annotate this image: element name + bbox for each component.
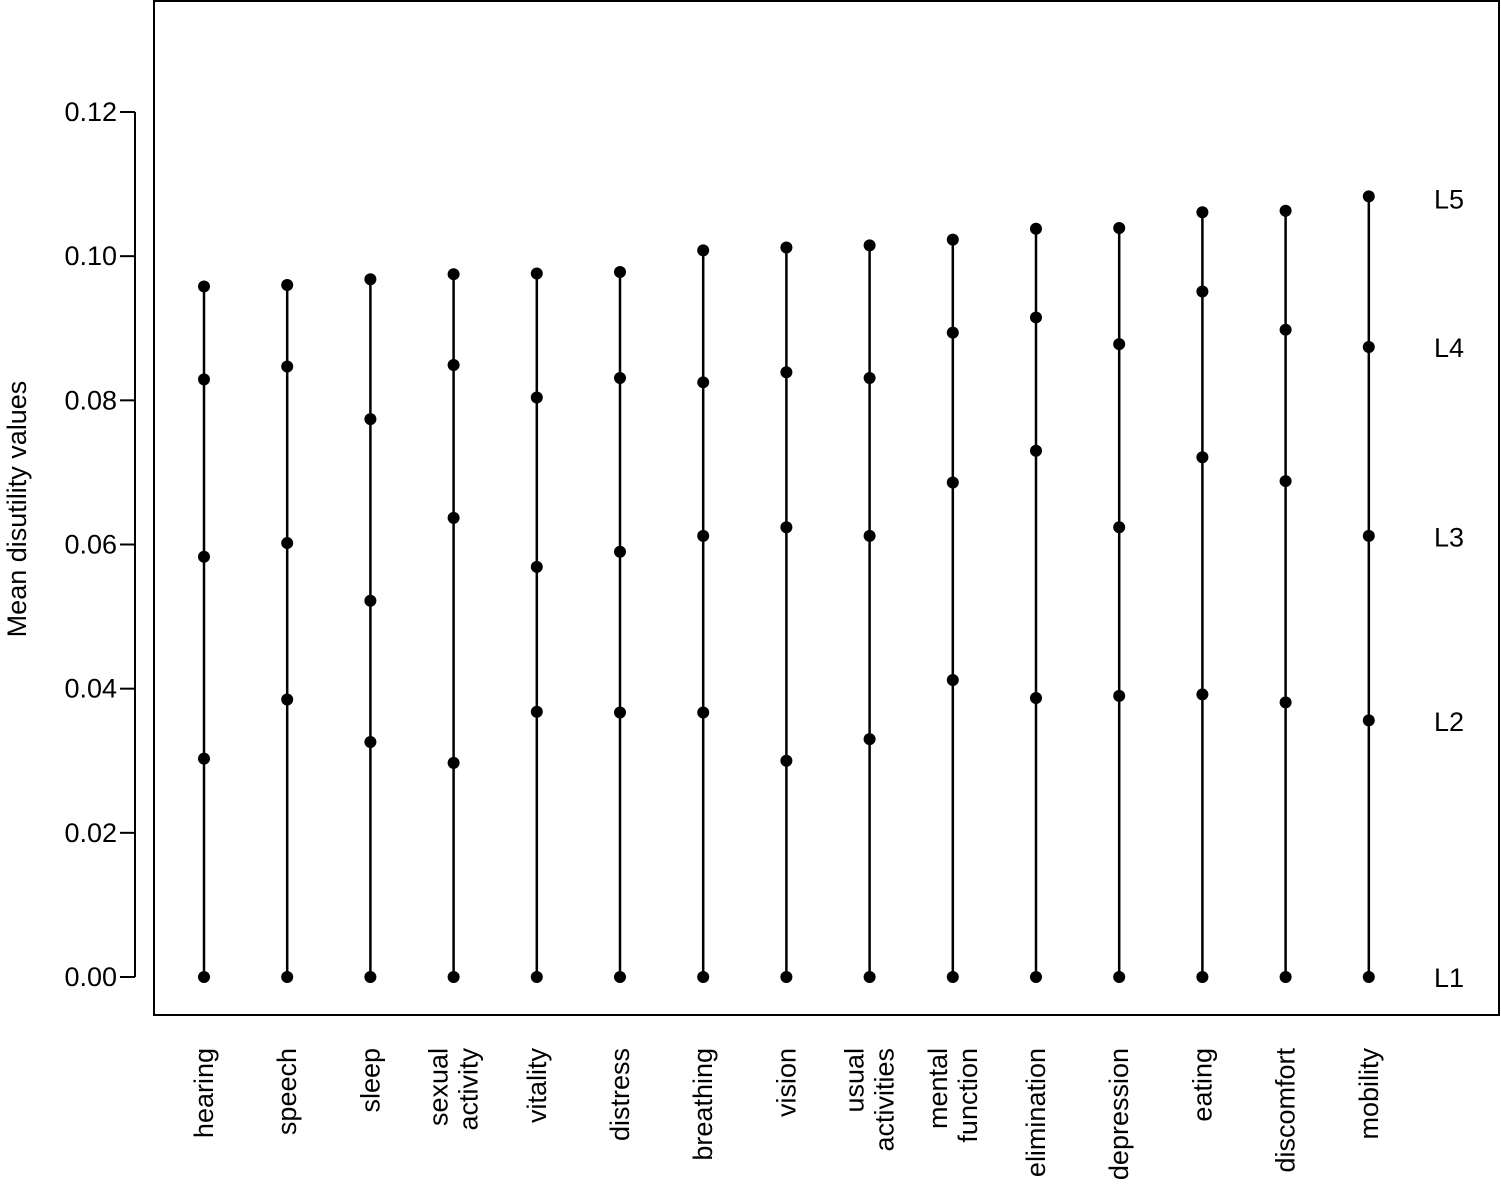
point-eating-L3 (1196, 451, 1208, 463)
category-label-line: eating (1187, 1048, 1218, 1122)
point-mental-function-L1 (947, 971, 959, 983)
category-label-line: activity (453, 1048, 484, 1131)
category-label (923, 1048, 983, 1143)
point-distress-L4 (614, 372, 626, 384)
point-elimination-L1 (1030, 971, 1042, 983)
category-labels (189, 1048, 1384, 1181)
category-label (522, 1048, 552, 1124)
point-discomfort-L5 (1280, 205, 1292, 217)
point-eating-L2 (1196, 688, 1208, 700)
plot-frame (154, 1, 1499, 1015)
point-eating-L5 (1196, 206, 1208, 218)
point-breathing-L4 (697, 376, 709, 388)
y-tick-label: 0.12 (64, 97, 117, 127)
category-label (1354, 1048, 1384, 1140)
category-label-line: elimination (1021, 1048, 1051, 1178)
point-sexual-activity-L3 (448, 512, 460, 524)
point-hearing-L5 (198, 280, 210, 292)
point-usual-activities-L3 (864, 530, 876, 542)
point-vision-L4 (780, 366, 792, 378)
point-mobility-L5 (1363, 190, 1375, 202)
level-label-L5: L5 (1434, 184, 1465, 215)
point-breathing-L5 (697, 244, 709, 256)
point-vision-L1 (780, 971, 792, 983)
point-mobility-L2 (1363, 714, 1375, 726)
point-vitality-L4 (531, 391, 543, 403)
category-label-line: depression (1104, 1048, 1135, 1181)
point-sleep-L3 (364, 595, 376, 607)
category-label (355, 1048, 385, 1113)
point-depression-L2 (1113, 690, 1125, 702)
point-eating-L1 (1196, 971, 1208, 983)
level-labels (1434, 185, 1464, 994)
y-tick-label: 0.04 (64, 673, 117, 704)
point-breathing-L2 (697, 706, 709, 718)
point-distress-L5 (614, 266, 626, 278)
category-label-line: discomfort (1270, 1048, 1301, 1173)
point-elimination-L3 (1030, 445, 1042, 457)
category-label (424, 1048, 484, 1131)
category-label-line: activities (869, 1048, 900, 1152)
point-depression-L4 (1113, 338, 1125, 350)
point-discomfort-L1 (1280, 971, 1292, 983)
point-sexual-activity-L4 (448, 359, 460, 371)
category-label-line: mental (922, 1048, 953, 1130)
point-sexual-activity-L1 (448, 971, 460, 983)
category-label-line: function (952, 1048, 983, 1143)
category-label-line: usual (839, 1048, 870, 1113)
point-discomfort-L2 (1280, 696, 1292, 708)
point-vitality-L2 (531, 706, 543, 718)
point-vitality-L3 (531, 561, 543, 573)
category-label (840, 1048, 900, 1152)
point-sexual-activity-L5 (448, 268, 460, 280)
point-mental-function-L2 (947, 674, 959, 686)
point-sleep-L4 (364, 413, 376, 425)
level-label-L4: L4 (1434, 332, 1465, 363)
point-elimination-L2 (1030, 692, 1042, 704)
point-vitality-L1 (531, 971, 543, 983)
point-speech-L3 (281, 537, 293, 549)
point-hearing-L4 (198, 373, 210, 385)
category-label-line: distress (605, 1048, 635, 1142)
category-label (1021, 1048, 1051, 1177)
category-label (1104, 1048, 1134, 1180)
category-label-line: sleep (355, 1048, 386, 1113)
point-breathing-L3 (697, 530, 709, 542)
point-vision-L2 (780, 755, 792, 767)
point-depression-L1 (1113, 971, 1125, 983)
category-label (272, 1048, 302, 1135)
level-label-L3: L3 (1434, 522, 1465, 553)
level-label-L2: L2 (1434, 707, 1465, 738)
point-mental-function-L4 (947, 327, 959, 339)
y-tick-label: 0.00 (64, 962, 117, 992)
category-label-line: vitality (521, 1048, 552, 1124)
point-elimination-L5 (1030, 223, 1042, 235)
point-sleep-L1 (364, 971, 376, 983)
point-mobility-L4 (1363, 341, 1375, 353)
point-usual-activities-L5 (864, 239, 876, 251)
point-vision-L3 (780, 521, 792, 533)
point-distress-L1 (614, 971, 626, 983)
level-label-L1: L1 (1434, 963, 1465, 993)
point-speech-L5 (281, 279, 293, 291)
category-label (189, 1048, 219, 1138)
y-tick-label: 0.08 (64, 385, 117, 416)
point-speech-L2 (281, 693, 293, 705)
point-depression-L3 (1113, 521, 1125, 533)
point-breathing-L1 (697, 971, 709, 983)
category-label (605, 1048, 635, 1141)
category-label (771, 1048, 801, 1117)
point-hearing-L2 (198, 753, 210, 765)
category-label (688, 1048, 718, 1161)
point-usual-activities-L1 (864, 971, 876, 983)
point-distress-L3 (614, 546, 626, 558)
category-label-line: speech (272, 1048, 303, 1136)
point-discomfort-L3 (1280, 475, 1292, 487)
point-discomfort-L4 (1280, 324, 1292, 336)
point-usual-activities-L4 (864, 372, 876, 384)
y-ticks (64, 97, 135, 992)
category-label (1271, 1048, 1301, 1173)
point-usual-activities-L2 (864, 733, 876, 745)
category-label-line: mobility (1353, 1048, 1384, 1140)
y-tick-label: 0.10 (64, 241, 117, 272)
point-speech-L4 (281, 360, 293, 372)
point-sleep-L5 (364, 273, 376, 285)
point-mental-function-L3 (947, 477, 959, 489)
point-vision-L5 (780, 242, 792, 254)
point-vitality-L5 (531, 267, 543, 279)
point-distress-L2 (614, 706, 626, 718)
point-depression-L5 (1113, 222, 1125, 234)
category-label-line: sexual (423, 1048, 454, 1127)
point-eating-L4 (1196, 285, 1208, 297)
point-mobility-L3 (1363, 530, 1375, 542)
point-mobility-L1 (1363, 971, 1375, 983)
point-sexual-activity-L2 (448, 757, 460, 769)
category-label-line: breathing (688, 1048, 719, 1161)
point-hearing-L1 (198, 971, 210, 983)
point-mental-function-L5 (947, 234, 959, 246)
category-stems (204, 196, 1369, 977)
point-sleep-L2 (364, 736, 376, 748)
category-label-line: hearing (189, 1048, 219, 1139)
point-elimination-L4 (1030, 311, 1042, 323)
point-hearing-L3 (198, 551, 210, 563)
y-axis-title: Mean disutility values (2, 380, 32, 638)
category-label-line: vision (771, 1048, 802, 1118)
point-speech-L1 (281, 971, 293, 983)
y-tick-label: 0.06 (64, 529, 117, 560)
y-tick-label: 0.02 (64, 817, 117, 848)
category-label (1187, 1048, 1217, 1122)
